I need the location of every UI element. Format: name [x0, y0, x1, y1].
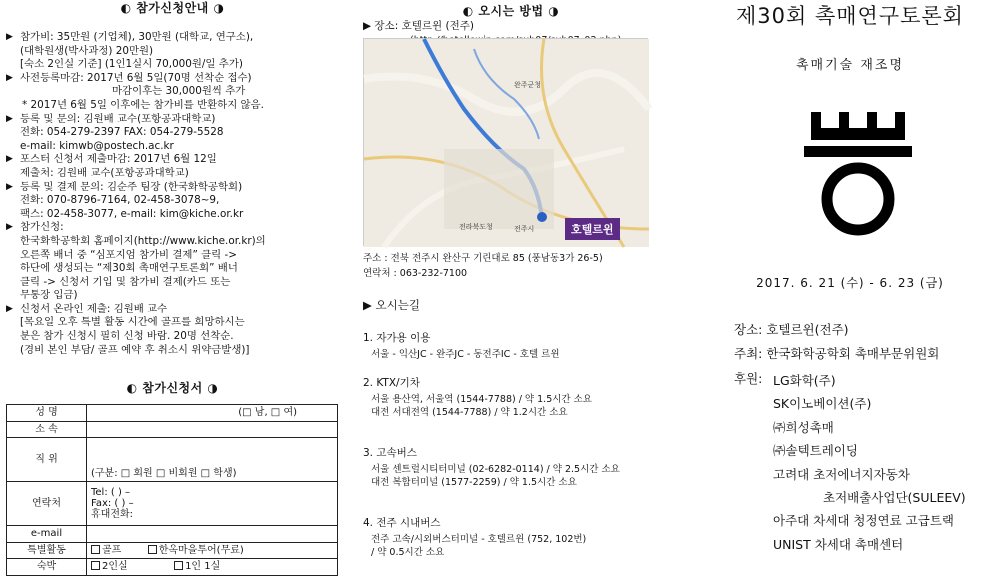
- map-place-jeonju: 전주시: [514, 225, 535, 233]
- sponsor-item: UNIST 차세대 촉매센터: [773, 536, 904, 552]
- sponsor-item: LG화학(주): [773, 373, 836, 388]
- map-place-wanju: 완주군청: [514, 81, 542, 89]
- gender-field[interactable]: (□ 남, □ 여): [87, 405, 338, 422]
- map-place-jeonbuk: 전라북도청: [459, 223, 493, 231]
- form-heading: ◐ 참가신청서 ◑: [126, 381, 219, 395]
- map-hotel-label: 호텔르윈: [565, 218, 620, 240]
- form-row-email: e-mail: [7, 526, 338, 543]
- sponsor-label: 후원:: [734, 371, 763, 386]
- registration-heading: ◐ 참가신청안내 ◑: [120, 1, 225, 15]
- form-row-affiliation: 소 속: [7, 421, 338, 438]
- sponsor-item: ㈜희성촉매: [773, 419, 834, 435]
- application-form: [6, 404, 338, 576]
- twin-room-checkbox[interactable]: [91, 561, 100, 570]
- list-item-online: ▶ 신청서 온라인 제출: 김원배 교수 [목요일 오후 특별 활동 시간에 골프를 희망하시는 분은 참가 신청시 필히 신청 바람. 20명 선착순. (경비 본인 부담/ 골프 예약 후 취소시 위약금발생)]: [0, 303, 345, 357]
- form-row-contact: 연락처 Tel: ( ) – Fax: ( ) – 휴대전화:: [7, 482, 338, 526]
- member-class-field[interactable]: (구분: □ 회원 □ 비회원 □ 학생): [87, 438, 338, 482]
- refund-note: * 2017년 6월 5일 이후에는 참가비를 반환하지 않음.: [22, 98, 264, 111]
- affiliation-field[interactable]: [87, 421, 338, 438]
- cover-column: [700, 0, 1000, 565]
- golf-checkbox[interactable]: [91, 545, 100, 554]
- sponsor-item: 아주대 차세대 청정연료 고급트랙: [773, 513, 954, 529]
- hotel-address: 주소 : 전북 전주시 완산구 기린대로 85 (풍남동3가 26-5): [363, 253, 603, 264]
- form-row-name: 성 명 (□ 남, □ 여): [7, 405, 338, 422]
- event-subtitle: 촉매기술 재조명: [795, 58, 905, 73]
- hotel-phone: 연락처 : 063-232-7100: [363, 268, 468, 279]
- sponsor-item: 고려대 초저에너지자동차: [773, 466, 910, 482]
- form-row-lodging: 숙박 2인실 1인 1실: [7, 559, 338, 576]
- form-row-activity: 특별활동 골프 한옥마을투어(무료): [7, 542, 338, 559]
- hangul-logo: [804, 108, 924, 233]
- route-heading: ▶ 오시는길: [363, 298, 420, 312]
- sponsor-list: [773, 369, 1000, 556]
- email-field[interactable]: [87, 526, 338, 543]
- event-venue: 장소: 호텔르윈(전주): [734, 322, 849, 337]
- event-date: 2017. 6. 21 (수) - 6. 23 (금): [756, 276, 944, 290]
- sponsor-item: 초저배출사업단(SULEEV): [823, 490, 966, 506]
- registration-column: [0, 0, 345, 573]
- list-item-fee: ▶ 참가비: 35만원 (기업체), 30만원 (대학교, 연구소), (대학원생(박사과정) 20만원) [숙소 2인실 기준] (1인1실시 70,000원/일 추가): [0, 31, 345, 72]
- sponsor-item: SK이노베이션(주): [773, 396, 872, 412]
- registration-list: [0, 31, 345, 357]
- directions-column: [355, 0, 667, 565]
- contact-field[interactable]: Tel: ( ) – Fax: ( ) – 휴대전화:: [87, 482, 338, 526]
- event-host: 주최: 한국화학공학회 촉매부문위원회: [734, 346, 940, 361]
- location-map[interactable]: [363, 38, 648, 246]
- single-room-checkbox[interactable]: [174, 561, 183, 570]
- route-city-bus: 4. 전주 시내버스 전주 고속/시외버스터미널 - 호텔르윈 (752, 102번) / 약 0.5시간 소요: [363, 517, 587, 558]
- tour-checkbox[interactable]: [148, 545, 157, 554]
- form-row-position: 직 위 (구분: □ 회원 □ 비회원 □ 학생): [7, 438, 338, 482]
- sponsor-item: ㈜솔텍트레이딩: [773, 443, 858, 459]
- list-item-deadline: ▶ 사전등록마감: 2017년 6월 5일(70명 선착순 접수) 마감이후는 30,000원씩 추가: [0, 72, 345, 99]
- directions-heading: ◐ 오시는 방법 ◑: [462, 4, 560, 18]
- venue-line: ▶ 장소: 호텔르윈 (전주): [363, 20, 474, 32]
- list-item-application: ▶ 참가신청: 한국화학공학회 홈페이지(http://www.kiche.or.kr)의 오른쪽 배너 중 “심포지엄 참가비 결제” 클릭 -> 하단에 생성되는 “제30회 촉매연구토론회” 배너 클릭 -> 신청서 기입 및 참가비 결제(카드 또는 무통장 입금): [0, 221, 345, 303]
- list-item-payment: ▶ 등록 및 결제 문의: 김순주 팀장 (한국화학공학회) 전화: 070-8796-7164, 02-458-3078~9, 팩스: 02-458-3077, e-mail: kim@kiche.or.kr: [0, 181, 345, 222]
- map-graphic: [364, 39, 649, 247]
- route-list: [363, 330, 673, 559]
- route-ktx: 2. KTX/기차 서울 용산역, 서울역 (1544-7788) / 약 1.5시간 소요 대전 서대전역 (1544-7788) / 약 1.2시간 소요: [363, 377, 592, 418]
- route-car: 1. 자가용 이용 서울 - 익산JC - 완주JC - 동전주IC - 호텔 르윈: [363, 332, 560, 360]
- route-express-bus: 3. 고속버스 서울 센트럴시티터미널 (02-6282-0114) / 약 2.5시간 소요 대전 복합터미널 (1577-2259) / 약 1.5시간 소요: [363, 447, 620, 488]
- list-item-poster: ▶ 포스터 신청서 제출마감: 2017년 6월 12일 제출처: 김원배 교수(포항공과대학교): [0, 153, 345, 180]
- list-item-contact: ▶ 등록 및 문의: 김원배 교수(포항공과대학교) 전화: 054-279-2397 FAX: 054-279-5528 e-mail: kimwb@postech.ac.kr: [0, 113, 345, 154]
- event-title: 제30회 촉매연구토론회: [736, 4, 964, 28]
